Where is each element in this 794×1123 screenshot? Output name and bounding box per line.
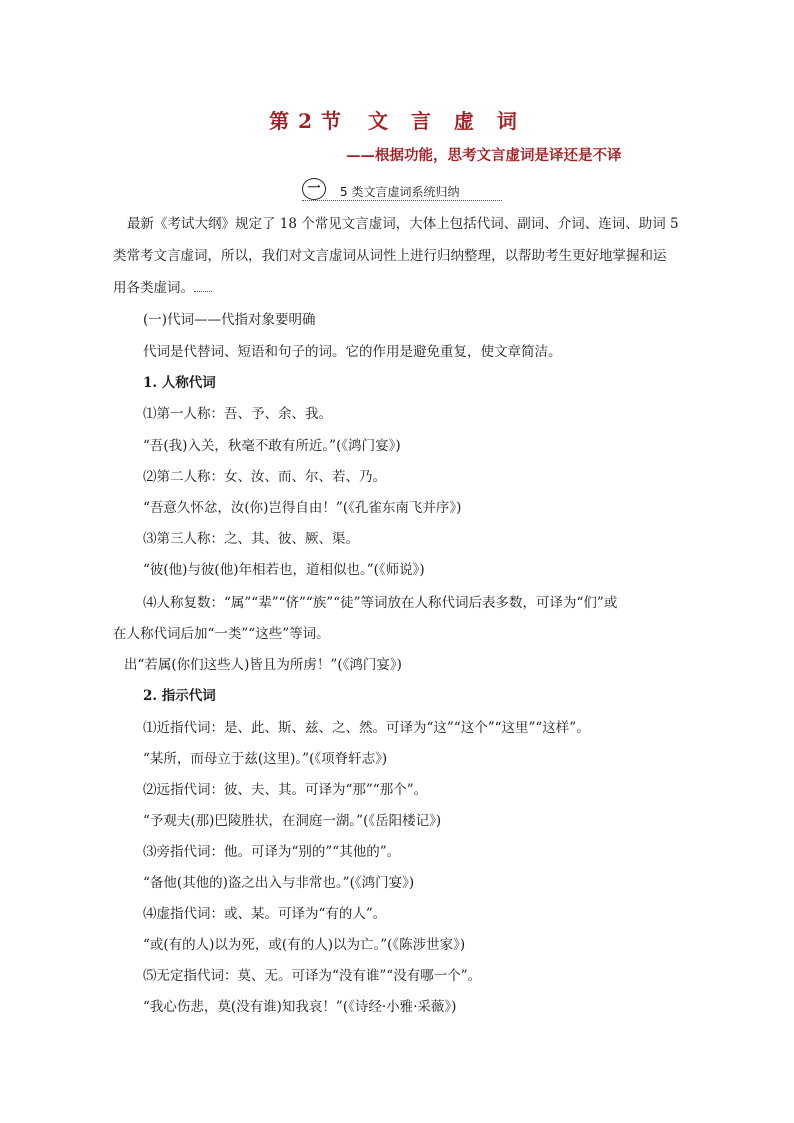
subsection-heading: 2. 指示代词 [143,688,216,704]
body-line: “予观夫(那)巴陵胜状，在洞庭一湖。”(《岳阳楼记》) [143,813,442,829]
body-line: “彼(他)与彼(他)年相若也，道相似也。”(《师说》) [143,562,425,578]
body-line: “或(有的人)以为死，或(有的人)以为亡。”(《陈涉世家》) [143,937,466,953]
body-line: “某所，而母立于兹(这里)。”(《项脊轩志》) [143,751,388,767]
body-line: ⑵第二人称：女、汝、而、尔、若、乃。 [143,469,386,485]
body-line: 出“若属(你们这些人)皆且为所虏！”(《鸿门宴》) [124,657,402,673]
intro-line-text: 用各类虚词。 [113,280,194,296]
body-line: ⑷人称复数：“属”“辈”“侪”“族”“徒”等词放在人称代词后表多数，可译为“们”或 [143,595,618,611]
title-section-number: 第 2 节 [269,109,342,133]
body-line: ⑷虚指代词：或、某。可译为“有的人”。 [143,906,387,922]
body-line: 在人称代词后加“一类”“这些”等词。 [113,626,330,642]
page-title [0,105,794,134]
body-line: 代词是代替词、短语和句子的词。它的作用是避免重复，使文章简洁。 [143,344,562,360]
body-line: ⑶旁指代词：他。可译为“别的”“其他的”。 [143,844,401,860]
intro-line: 类常考文言虚词，所以，我们对文言虚词从词性上进行归纳整理，以帮助考生更好地掌握和运 [113,248,667,264]
body-line: “备他(其他的)盗之出入与非常也。”(《鸿门宴》) [143,875,415,891]
circled-number-badge: 一 [302,178,326,200]
subsection-heading: 1. 人称代词 [143,375,216,391]
body-line: ⑶第三人称：之、其、彼、厥、渠。 [143,531,359,547]
intro-line: 最新《考试大纲》规定了 18 个常见文言虚词，大体上包括代词、副词、介词、连词、助词 5 [127,216,679,232]
body-line: (一)代词——代指对象要明确 [143,312,316,328]
body-line: ⑵远指代词：彼、夫、其。可译为“那”“那个”。 [143,782,428,798]
body-line: “吾意久怀忿，汝(你)岂得自由！”(《孔雀东南飞并序》) [143,500,462,516]
section-heading-label: 5 类文言虚词系统归纳 [340,185,460,199]
title-topic: 文 言 虚 词 [367,109,525,133]
section-heading [302,178,502,201]
page-subtitle: ——根据功能，思考文言虚词是译还是不译 [346,147,622,164]
body-line: ⑸无定指代词：莫、无。可译为“没有谁”“没有哪一个”。 [143,968,482,984]
intro-line [113,278,212,298]
body-line: “吾(我)入关，秋毫不敢有所近。”(《鸿门宴》) [143,438,401,454]
body-line: ⑴近指代词：是、此、斯、兹、之、然。可译为“这”“这个”“这里”“这样”。 [143,720,590,736]
body-line: “我心伤悲，莫(没有谁)知我哀！”(《诗经·小雅·采薇》) [143,999,457,1015]
body-line: ⑴第一人称：吾、予、余、我。 [143,406,332,422]
